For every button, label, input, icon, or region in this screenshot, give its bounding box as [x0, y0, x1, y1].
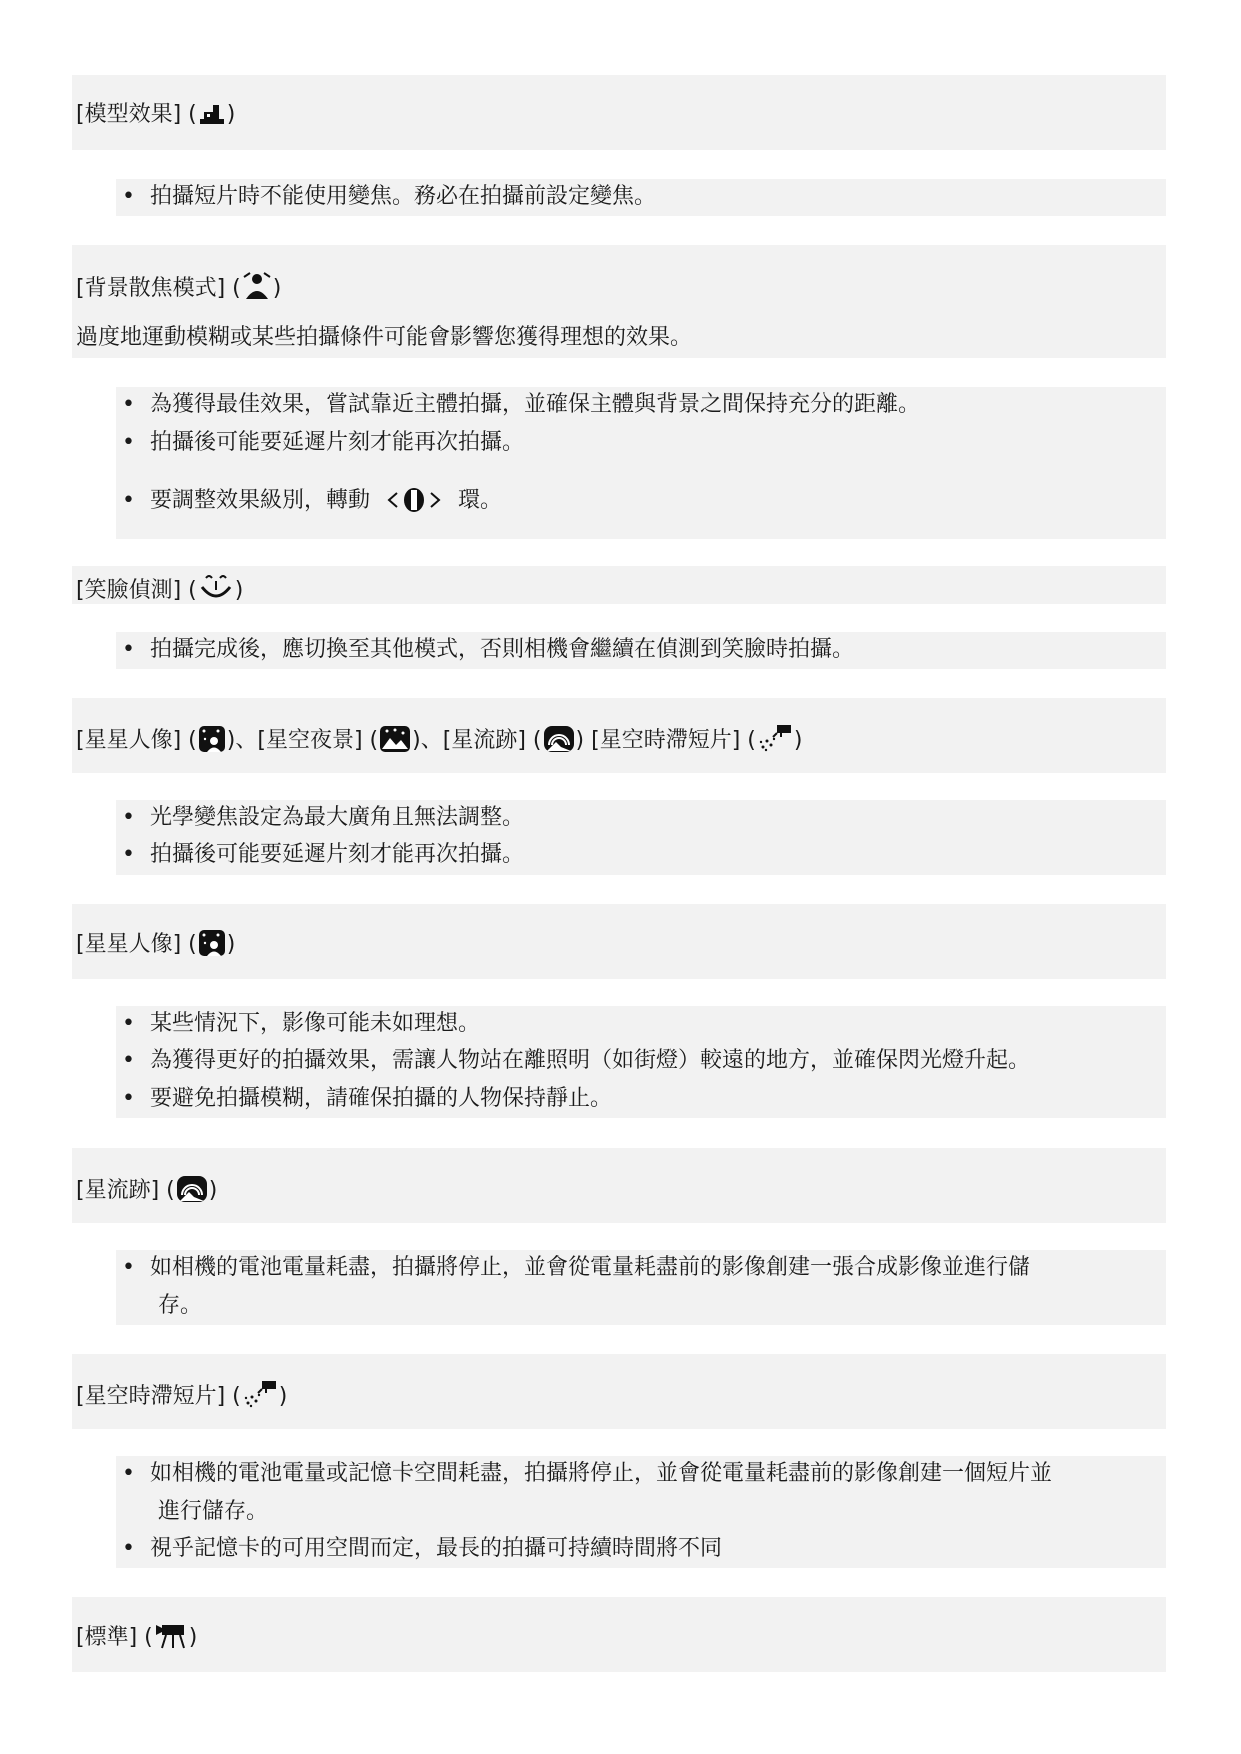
smile-icon: [198, 573, 234, 603]
star-portrait-icon: [198, 929, 226, 957]
star-timelapse-heading: [星空時滯短片] ( ): [76, 1379, 287, 1411]
list-item: • 為獲得最佳效果，嘗試靠近主體拍攝，並確保主體與背景之間保持充分的距離。: [122, 391, 920, 419]
control-ring-icon: [385, 487, 443, 513]
defocus-heading: [背景散焦模式] ( ): [76, 271, 281, 303]
background-defocus-icon: [242, 271, 272, 301]
star-portrait-heading: [星星人像] ( ): [76, 929, 235, 959]
standard-heading-band: [72, 1597, 1166, 1672]
list-item: • 某些情況下，影像可能未如理想。: [122, 1010, 480, 1038]
list-item: • 為獲得更好的拍攝效果，需讓人物站在離照明（如街燈）較遠的地方，並確保閃光燈升起。: [122, 1047, 1030, 1075]
list-item: • 拍攝後可能要延遲片刻才能再次拍攝。: [122, 429, 524, 457]
star-timelapse-icon: [242, 1379, 278, 1409]
star-trails-heading: [星流跡] ( ): [76, 1173, 217, 1205]
star-trails-icon: [543, 723, 575, 753]
list-item: • 要避免拍攝模糊，請確保拍攝的人物保持靜止。: [122, 1085, 612, 1113]
star-portrait-icon: [198, 725, 226, 753]
defocus-paragraph: 過度地運動模糊或某些拍攝條件可能會影響您獲得理想的效果。: [76, 325, 693, 350]
movie-standard-icon: [154, 1622, 188, 1650]
list-item-continuation: 進行儲存。: [158, 1499, 269, 1524]
list-item: • 拍攝短片時不能使用變焦。務必在拍攝前設定變焦。: [122, 183, 656, 211]
list-item-continuation: 存。: [158, 1293, 203, 1318]
miniature-heading-band: [72, 75, 1166, 150]
list-item: • 如相機的電池電量或記憶卡空間耗盡，拍攝將停止，並會從電量耗盡前的影像創建一個短片並: [122, 1460, 1052, 1488]
miniature-heading: [模型效果] ( ): [76, 102, 236, 127]
starry-nightscape-icon: [379, 725, 411, 753]
list-item: • 視乎記憶卡的可用空間而定，最長的拍攝可持續時間將不同: [122, 1535, 722, 1563]
star-portrait-heading-band: [72, 904, 1166, 979]
star-trails-icon: [176, 1173, 208, 1203]
list-item: • 拍攝完成後，應切換至其他模式，否則相機會繼續在偵測到笑臉時拍攝。: [122, 636, 854, 664]
list-item: • 如相機的電池電量耗盡，拍攝將停止，並會從電量耗盡前的影像創建一張合成影像並進行儲: [122, 1254, 1030, 1282]
standard-heading: [標準] ( ): [76, 1622, 197, 1652]
star-group-heading: [星星人像] ( )、[星空夜景] ( )、[星流跡] ( ) [星空時滯短片] ( ): [76, 723, 802, 755]
list-item: • 光學變焦設定為最大廣角且無法調整。: [122, 804, 524, 832]
list-item: • 要調整效果級別，轉動 環。: [122, 487, 502, 515]
list-item: • 拍攝後可能要延遲片刻才能再次拍攝。: [122, 841, 524, 869]
star-trails-heading-band: [72, 1148, 1166, 1223]
miniature-icon: [198, 101, 226, 127]
star-timelapse-icon: [757, 723, 793, 753]
smile-heading: [笑臉偵測] ( ): [76, 573, 243, 605]
